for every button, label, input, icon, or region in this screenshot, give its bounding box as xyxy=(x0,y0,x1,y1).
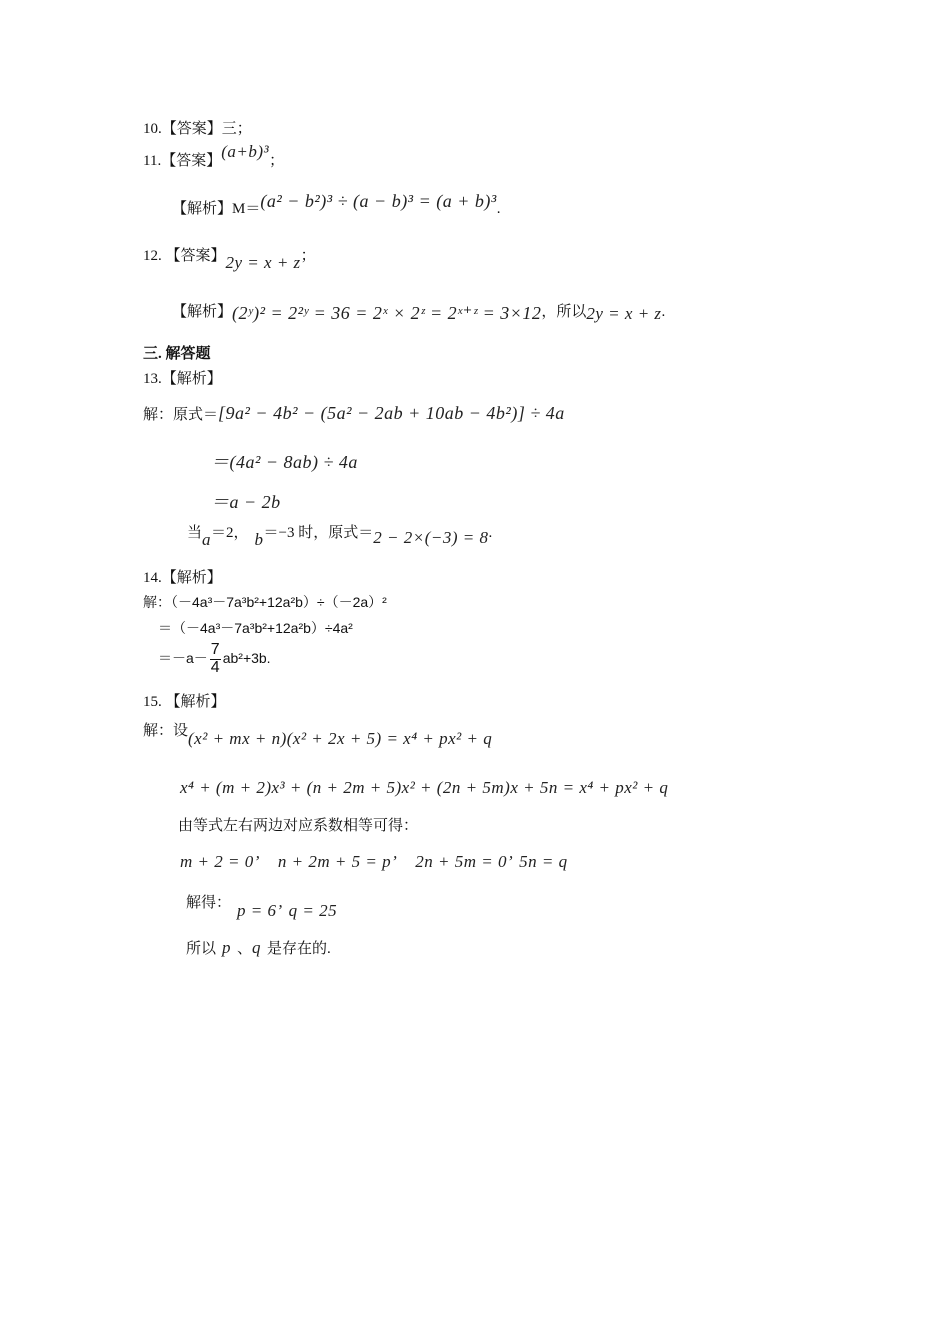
q15-q-var: q xyxy=(252,938,262,957)
q15-concl-pre: 所以 xyxy=(186,941,217,957)
q11-analysis-math: (a² − b²)³ ÷ (a − b)³ = (a + b)³ xyxy=(260,191,497,211)
q11-analysis-end: . xyxy=(496,201,501,217)
q11-analysis-line xyxy=(172,191,501,219)
q14-line3-post: ab²+3b. xyxy=(222,650,271,666)
q12-analysis-mid: ，所以 xyxy=(541,304,587,320)
q13-b-val: ＝−3 时，原式＝ xyxy=(263,525,374,541)
q15-concl-post: 是存在的. xyxy=(267,941,331,957)
q13-a-val: ＝2， xyxy=(211,525,249,541)
q15-cond3: 2n + 5m = 0’ xyxy=(415,852,514,871)
q14-label: 14.【解析】 xyxy=(143,570,222,586)
q13-when: 当 xyxy=(187,525,203,541)
q15-conditions-line xyxy=(180,852,568,872)
q15-eq2-math: x⁴ + (m + 2)x³ + (n + 2m + 5)x² + (2n + 5m)x + 5n = x⁴ + px² + q xyxy=(180,778,669,797)
q13-step1-line xyxy=(143,403,565,425)
q14-frac-numerator: 7 xyxy=(210,641,220,658)
q11-analysis-label: 【解析】M＝ xyxy=(172,201,261,217)
q12-analysis-end: . xyxy=(661,304,666,320)
q12-analysis-label: 【解析】 xyxy=(172,304,233,320)
q13-result-end: . xyxy=(488,525,493,541)
q14-frac-denominator: 4 xyxy=(210,658,220,676)
q15-sol1: p = 6’ xyxy=(237,901,283,920)
q15-solve-label: 解：设 xyxy=(143,723,189,739)
q14-line3 xyxy=(158,642,271,677)
q10-answer-line: 10.【答案】三； xyxy=(143,121,252,137)
q15-cond2: n + 2m + 5 = p’ xyxy=(277,852,398,871)
q15-eq1-math: (x² + mx + n)(x² + 2x + 5) = x⁴ + px² + q xyxy=(188,729,493,748)
q12-analysis-math: (2ʸ)² = 2²ʸ = 36 = 2ˣ × 2ᶻ = 2ˣ⁺ᶻ = 3×12 xyxy=(232,303,542,323)
q13-solve-label: 解：原式＝ xyxy=(143,407,219,423)
q12-analysis-line xyxy=(172,300,665,322)
q13-substitution-line xyxy=(187,522,493,549)
q15-solved-line xyxy=(186,892,338,920)
q12-answer-end: ； xyxy=(300,248,316,264)
q11-answer-end: ； xyxy=(269,153,285,169)
q15-sol2: q = 25 xyxy=(288,901,338,920)
q13-step2-math: ＝(4a² − 8ab) ÷ 4a xyxy=(211,452,358,472)
q15-cond4: 5n = q xyxy=(519,852,568,871)
q11-answer-math: (a+b)³ xyxy=(221,142,270,161)
q15-sep: 、 xyxy=(237,941,253,957)
q15-text1: 由等式左右两边对应系数相等可得： xyxy=(178,818,419,834)
q14-line1: 解：（－4a³－7a³b²+12a²b）÷（－2a）² xyxy=(143,594,387,610)
q15-conclusion-line xyxy=(186,938,331,958)
q13-a-var: a xyxy=(202,530,212,549)
q12-answer-label: 12. 【答案】 xyxy=(143,248,226,264)
q11-answer-line xyxy=(143,142,285,170)
q15-p-var: p xyxy=(222,938,232,957)
q15-eq1-line xyxy=(143,720,493,748)
q15-solved-label: 解得： xyxy=(186,895,232,911)
q14-fraction xyxy=(210,642,221,677)
q13-label: 13.【解析】 xyxy=(143,371,222,387)
q11-answer-label: 11.【答案】 xyxy=(143,153,222,169)
q13-b-var: b xyxy=(254,530,264,549)
q12-analysis-math2: 2y = x + z xyxy=(586,304,662,323)
q14-line3-pre: ＝－a－ xyxy=(158,650,208,666)
q12-answer-line xyxy=(143,245,316,272)
q13-result-math: 2 − 2×(−3) = 8 xyxy=(373,528,489,547)
q13-step3-math: ＝a − 2b xyxy=(211,492,281,512)
q15-cond1: m + 2 = 0’ xyxy=(180,852,260,871)
section-title: 三. 解答题 xyxy=(143,346,211,362)
q15-label: 15. 【解析】 xyxy=(143,694,226,710)
q14-line2: ＝（－4a³－7a³b²+12a²b）÷4a² xyxy=(158,620,353,636)
q13-step1-math: [9a² − 4b² − (5a² − 2ab + 10ab − 4b²)] ÷ 4a xyxy=(218,403,565,423)
q12-answer-math: 2y = x + z xyxy=(225,253,301,272)
